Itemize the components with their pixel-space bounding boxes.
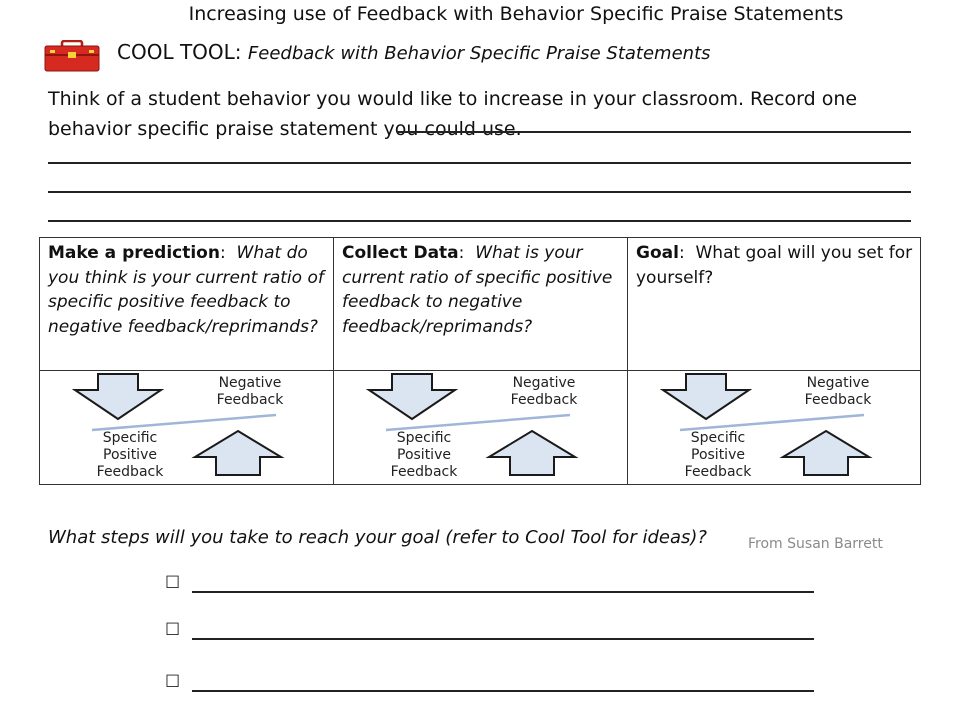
steps-question: What steps will you take to reach your goal (refer to Cool Tool for ideas)?: [48, 527, 707, 548]
negative-feedback-down-arrow: [369, 374, 455, 419]
cool-tool-label: COOL TOOL:: [117, 40, 242, 64]
negative-feedback-label: Negative Feedback: [510, 375, 578, 408]
feedback-ratio-diagram: [40, 371, 334, 484]
positive-feedback-up-arrow: [195, 431, 281, 475]
prediction-prompt: What do you think is your current ratio of specific positive feedback to negative feedback/reprimands?: [48, 243, 324, 337]
feedback-ratio-diagram: [334, 371, 628, 484]
answer-line-2[interactable]: [48, 162, 911, 164]
answer-line-3[interactable]: [48, 191, 911, 193]
collect-data-prompt: What is your current ratio of specific positive feedback to negative feedback/reprimands?: [342, 243, 613, 337]
negative-feedback-label: Negative Feedback: [216, 375, 284, 408]
prediction-heading: Make a prediction: [48, 243, 220, 263]
answer-line-1[interactable]: [397, 131, 911, 133]
negative-feedback-down-arrow: [663, 374, 749, 419]
checkbox-icon[interactable]: ☐: [165, 620, 181, 640]
page-title: Increasing use of Feedback with Behavior Specific Praise Statements: [188, 3, 844, 25]
answer-line-4[interactable]: [48, 220, 911, 222]
positive-feedback-up-arrow: [489, 431, 575, 475]
positive-feedback-label: Specific Positive Feedback: [96, 430, 164, 480]
checkbox-icon[interactable]: ☐: [165, 672, 181, 692]
positive-feedback-label: Specific Positive Feedback: [684, 430, 752, 480]
goal-heading: Goal: [636, 243, 679, 263]
step-answer-line-3[interactable]: [192, 690, 814, 692]
goal-cell[interactable]: Goal: What goal will you set for yourself?: [628, 238, 920, 371]
positive-feedback-up-arrow: [783, 431, 869, 475]
negative-feedback-down-arrow: [75, 374, 161, 419]
checkbox-icon[interactable]: ☐: [165, 573, 181, 593]
cool-tool-subtitle: Feedback with Behavior Specific Praise Statements: [247, 43, 711, 64]
intro-prompt: Think of a student behavior you would like to increase in your classroom. Record one behavior specific praise statement you could use.: [48, 88, 858, 140]
reflection-table: [39, 237, 921, 485]
negative-feedback-label: Negative Feedback: [804, 375, 872, 408]
cool-tool-heading: [117, 40, 711, 64]
collect-data-cell[interactable]: Collect Data: What is your current ratio of specific positive feedback to negative feedback/reprimands?: [334, 238, 628, 371]
feedback-ratio-diagram: [628, 371, 920, 484]
positive-feedback-label: Specific Positive Feedback: [390, 430, 458, 480]
collect-data-heading: Collect Data: [342, 243, 459, 263]
goal-prompt: What goal will you set for yourself?: [636, 243, 913, 288]
credit-text: From Susan Barrett: [748, 536, 883, 552]
step-answer-line-2[interactable]: [192, 638, 814, 640]
step-answer-line-1[interactable]: [192, 591, 814, 593]
prediction-cell[interactable]: Make a prediction: What do you think is your current ratio of specific positive feedback to negative feedback/reprimands?: [40, 238, 334, 371]
toolbox-icon: [44, 40, 100, 72]
